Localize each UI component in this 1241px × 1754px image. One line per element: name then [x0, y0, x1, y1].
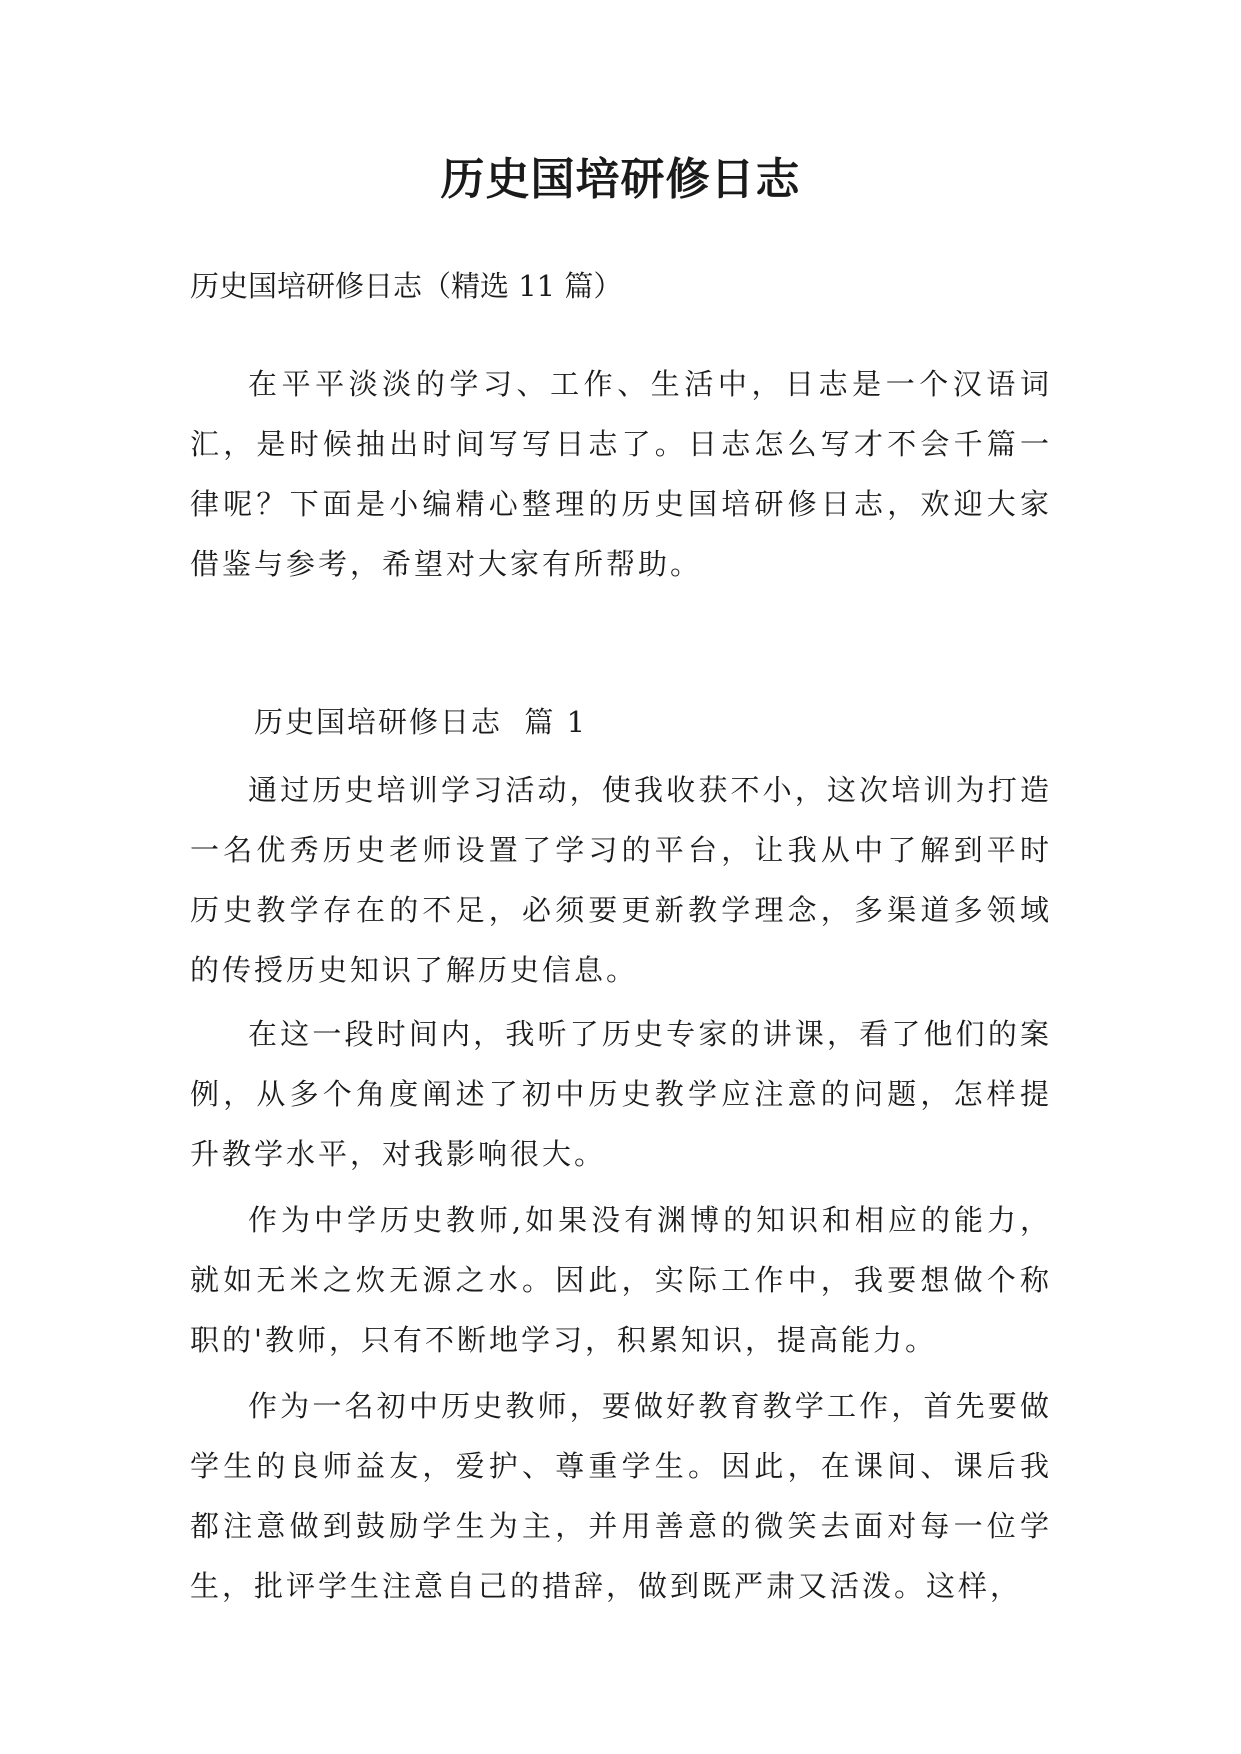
body-paragraph-4: 作为一名初中历史教师，要做好教育教学工作，首先要做学生的良师益友，爱护、尊重学生。因此，在课间、课后我都注意做到鼓励学生为主，并用善意的微笑去面对每一位学生，批评学生注意自己的措辞，做到既严肃又活泼。这样， [190, 1389, 1052, 1603]
section-heading: 历史国培研修日志 篇 1 [254, 705, 588, 739]
body-paragraph-1: 通过历史培训学习活动，使我收获不小，这次培训为打造一名优秀历史老师设置了学习的平台，让我从中了解到平时历史教学存在的不足，必须要更新教学理念，多渠道多领域的传授历史知识了解历史信息。 [190, 773, 1052, 987]
document-title: 历史国培研修日志 [440, 154, 801, 205]
document-subtitle: 历史国培研修日志（精选 11 篇） [190, 269, 623, 303]
body-paragraph-2: 在这一段时间内，我听了历史专家的讲课，看了他们的案例，从多个角度阐述了初中历史教学应注意的问题，怎样提升教学水平，对我影响很大。 [190, 1017, 1052, 1171]
intro-paragraph: 在平平淡淡的学习、工作、生活中，日志是一个汉语词汇，是时候抽出时间写写日志了。日志怎么写才不会千篇一律呢？下面是小编精心整理的历史国培研修日志，欢迎大家借鉴与参考，希望对大家有所帮助。 [190, 367, 1052, 581]
body-paragraph-3: 作为中学历史教师,如果没有渊博的知识和相应的能力，就如无米之炊无源之水。因此，实际工作中，我要想做个称职的'教师，只有不断地学习，积累知识，提高能力。 [190, 1203, 1052, 1357]
